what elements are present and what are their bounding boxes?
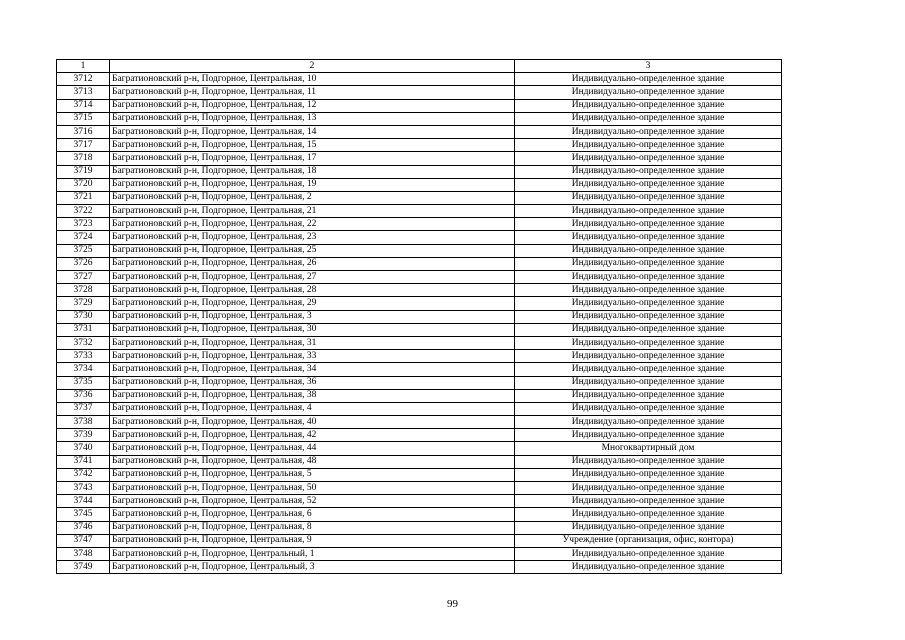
address-cell: Багратионовский р-н, Подгорное, Центральная, 12 bbox=[110, 99, 515, 112]
row-number: 3728 bbox=[57, 284, 110, 297]
building-type-cell: Индивидуально-определенное здание bbox=[515, 402, 782, 415]
table-row bbox=[57, 336, 782, 349]
table-row bbox=[57, 284, 782, 297]
address-cell: Багратионовский р-н, Подгорное, Центральная, 31 bbox=[110, 336, 515, 349]
building-type-cell: Индивидуально-определенное здание bbox=[515, 244, 782, 257]
table-row bbox=[57, 416, 782, 429]
table-row bbox=[57, 244, 782, 257]
address-cell: Багратионовский р-н, Подгорное, Центральная, 4 bbox=[110, 402, 515, 415]
address-cell: Багратионовский р-н, Подгорное, Центральная, 30 bbox=[110, 323, 515, 336]
page-number: 99 bbox=[447, 598, 458, 610]
row-number: 3715 bbox=[57, 112, 110, 125]
row-number: 3736 bbox=[57, 389, 110, 402]
table-row bbox=[57, 86, 782, 99]
registry-table bbox=[56, 59, 782, 574]
building-type-cell: Индивидуально-определенное здание bbox=[515, 455, 782, 468]
row-number: 3717 bbox=[57, 139, 110, 152]
row-number: 3735 bbox=[57, 376, 110, 389]
table-row bbox=[57, 455, 782, 468]
address-cell: Багратионовский р-н, Подгорное, Центральная, 29 bbox=[110, 297, 515, 310]
row-number: 3734 bbox=[57, 363, 110, 376]
row-number: 3743 bbox=[57, 482, 110, 495]
table-body bbox=[57, 60, 782, 574]
address-cell: Багратионовский р-н, Подгорное, Центральная, 27 bbox=[110, 271, 515, 284]
building-type-cell: Индивидуально-определенное здание bbox=[515, 297, 782, 310]
building-type-cell: Индивидуально-определенное здание bbox=[515, 231, 782, 244]
building-type-cell: Индивидуально-определенное здание bbox=[515, 495, 782, 508]
table-row bbox=[57, 376, 782, 389]
address-cell: Багратионовский р-н, Подгорное, Центральная, 2 bbox=[110, 191, 515, 204]
row-number: 3724 bbox=[57, 231, 110, 244]
column-header-2: 2 bbox=[110, 60, 515, 73]
building-type-cell: Индивидуально-определенное здание bbox=[515, 323, 782, 336]
address-cell: Багратионовский р-н, Подгорное, Центральная, 19 bbox=[110, 178, 515, 191]
address-cell: Багратионовский р-н, Подгорное, Центральная, 40 bbox=[110, 416, 515, 429]
building-type-cell: Индивидуально-определенное здание bbox=[515, 376, 782, 389]
row-number: 3738 bbox=[57, 416, 110, 429]
building-type-cell: Индивидуально-определенное здание bbox=[515, 152, 782, 165]
table-row bbox=[57, 363, 782, 376]
address-cell: Багратионовский р-н, Подгорное, Центральная, 21 bbox=[110, 205, 515, 218]
row-number: 3720 bbox=[57, 178, 110, 191]
row-number: 3746 bbox=[57, 521, 110, 534]
table-row bbox=[57, 429, 782, 442]
table-row bbox=[57, 442, 782, 455]
row-number: 3725 bbox=[57, 244, 110, 257]
address-cell: Багратионовский р-н, Подгорное, Центральная, 52 bbox=[110, 495, 515, 508]
building-type-cell: Индивидуально-определенное здание bbox=[515, 257, 782, 270]
table-row bbox=[57, 482, 782, 495]
building-type-cell: Индивидуально-определенное здание bbox=[515, 521, 782, 534]
table-row bbox=[57, 521, 782, 534]
building-type-cell: Индивидуально-определенное здание bbox=[515, 547, 782, 560]
row-number: 3729 bbox=[57, 297, 110, 310]
address-cell: Багратионовский р-н, Подгорное, Центральная, 8 bbox=[110, 521, 515, 534]
table-row bbox=[57, 152, 782, 165]
table-row bbox=[57, 165, 782, 178]
building-type-cell: Индивидуально-определенное здание bbox=[515, 336, 782, 349]
address-cell: Багратионовский р-н, Подгорное, Центральная, 48 bbox=[110, 455, 515, 468]
building-type-cell: Многоквартирный дом bbox=[515, 442, 782, 455]
address-cell: Багратионовский р-н, Подгорное, Центральная, 33 bbox=[110, 350, 515, 363]
table-row bbox=[57, 231, 782, 244]
column-header-3: 3 bbox=[515, 60, 782, 73]
table-row bbox=[57, 112, 782, 125]
building-type-cell: Индивидуально-определенное здание bbox=[515, 99, 782, 112]
building-type-cell: Индивидуально-определенное здание bbox=[515, 561, 782, 574]
row-number: 3747 bbox=[57, 534, 110, 547]
building-type-cell: Индивидуально-определенное здание bbox=[515, 508, 782, 521]
address-cell: Багратионовский р-н, Подгорное, Центральная, 17 bbox=[110, 152, 515, 165]
address-cell: Багратионовский р-н, Подгорное, Центральная, 18 bbox=[110, 165, 515, 178]
building-type-cell: Индивидуально-определенное здание bbox=[515, 73, 782, 86]
row-number: 3714 bbox=[57, 99, 110, 112]
address-cell: Багратионовский р-н, Подгорное, Центральная, 25 bbox=[110, 244, 515, 257]
address-cell: Багратионовский р-н, Подгорное, Центральная, 26 bbox=[110, 257, 515, 270]
row-number: 3731 bbox=[57, 323, 110, 336]
address-cell: Багратионовский р-н, Подгорное, Центральный, 3 bbox=[110, 561, 515, 574]
row-number: 3749 bbox=[57, 561, 110, 574]
row-number: 3719 bbox=[57, 165, 110, 178]
address-cell: Багратионовский р-н, Подгорное, Центральная, 11 bbox=[110, 86, 515, 99]
address-cell: Багратионовский р-н, Подгорное, Центральная, 28 bbox=[110, 284, 515, 297]
row-number: 3745 bbox=[57, 508, 110, 521]
row-number: 3718 bbox=[57, 152, 110, 165]
row-number: 3726 bbox=[57, 257, 110, 270]
address-cell: Багратионовский р-н, Подгорное, Центральная, 15 bbox=[110, 139, 515, 152]
building-type-cell: Индивидуально-определенное здание bbox=[515, 271, 782, 284]
row-number: 3727 bbox=[57, 271, 110, 284]
building-type-cell: Учреждение (организация, офис, контора) bbox=[515, 534, 782, 547]
building-type-cell: Индивидуально-определенное здание bbox=[515, 363, 782, 376]
building-type-cell: Индивидуально-определенное здание bbox=[515, 482, 782, 495]
table-row bbox=[57, 125, 782, 138]
table-row bbox=[57, 389, 782, 402]
table-row bbox=[57, 297, 782, 310]
building-type-cell: Индивидуально-определенное здание bbox=[515, 416, 782, 429]
address-cell: Багратионовский р-н, Подгорное, Центральная, 38 bbox=[110, 389, 515, 402]
row-number: 3732 bbox=[57, 336, 110, 349]
building-type-cell: Индивидуально-определенное здание bbox=[515, 205, 782, 218]
address-cell: Багратионовский р-н, Подгорное, Центральная, 10 bbox=[110, 73, 515, 86]
row-number: 3742 bbox=[57, 468, 110, 481]
address-cell: Багратионовский р-н, Подгорное, Центральная, 34 bbox=[110, 363, 515, 376]
row-number: 3730 bbox=[57, 310, 110, 323]
address-cell: Багратионовский р-н, Подгорное, Центральная, 22 bbox=[110, 218, 515, 231]
table-row bbox=[57, 495, 782, 508]
table-row bbox=[57, 534, 782, 547]
row-number: 3739 bbox=[57, 429, 110, 442]
table-row bbox=[57, 205, 782, 218]
address-cell: Багратионовский р-н, Подгорное, Центральная, 42 bbox=[110, 429, 515, 442]
building-type-cell: Индивидуально-определенное здание bbox=[515, 191, 782, 204]
table-row bbox=[57, 99, 782, 112]
building-type-cell: Индивидуально-определенное здание bbox=[515, 165, 782, 178]
table-header-row bbox=[57, 60, 782, 73]
table-row bbox=[57, 561, 782, 574]
address-cell: Багратионовский р-н, Подгорное, Центральная, 13 bbox=[110, 112, 515, 125]
row-number: 3737 bbox=[57, 402, 110, 415]
table-row bbox=[57, 218, 782, 231]
building-type-cell: Индивидуально-определенное здание bbox=[515, 218, 782, 231]
row-number: 3721 bbox=[57, 191, 110, 204]
address-cell: Багратионовский р-н, Подгорное, Центральная, 6 bbox=[110, 508, 515, 521]
row-number: 3712 bbox=[57, 73, 110, 86]
table-row bbox=[57, 402, 782, 415]
row-number: 3748 bbox=[57, 547, 110, 560]
row-number: 3741 bbox=[57, 455, 110, 468]
building-type-cell: Индивидуально-определенное здание bbox=[515, 125, 782, 138]
address-cell: Багратионовский р-н, Подгорное, Центральная, 50 bbox=[110, 482, 515, 495]
table-row bbox=[57, 191, 782, 204]
address-cell: Багратионовский р-н, Подгорное, Центральная, 9 bbox=[110, 534, 515, 547]
building-type-cell: Индивидуально-определенное здание bbox=[515, 284, 782, 297]
building-type-cell: Индивидуально-определенное здание bbox=[515, 310, 782, 323]
building-type-cell: Индивидуально-определенное здание bbox=[515, 389, 782, 402]
row-number: 3716 bbox=[57, 125, 110, 138]
row-number: 3733 bbox=[57, 350, 110, 363]
building-type-cell: Индивидуально-определенное здание bbox=[515, 468, 782, 481]
table-row bbox=[57, 139, 782, 152]
address-cell: Багратионовский р-н, Подгорное, Центральный, 1 bbox=[110, 547, 515, 560]
row-number: 3723 bbox=[57, 218, 110, 231]
row-number: 3740 bbox=[57, 442, 110, 455]
address-cell: Багратионовский р-н, Подгорное, Центральная, 23 bbox=[110, 231, 515, 244]
building-type-cell: Индивидуально-определенное здание bbox=[515, 112, 782, 125]
address-cell: Багратионовский р-н, Подгорное, Центральная, 36 bbox=[110, 376, 515, 389]
building-type-cell: Индивидуально-определенное здание bbox=[515, 86, 782, 99]
building-type-cell: Индивидуально-определенное здание bbox=[515, 178, 782, 191]
address-cell: Багратионовский р-н, Подгорное, Центральная, 44 bbox=[110, 442, 515, 455]
column-header-1: 1 bbox=[57, 60, 110, 73]
table-row bbox=[57, 323, 782, 336]
row-number: 3713 bbox=[57, 86, 110, 99]
building-type-cell: Индивидуально-определенное здание bbox=[515, 429, 782, 442]
row-number: 3722 bbox=[57, 205, 110, 218]
address-cell: Багратионовский р-н, Подгорное, Центральная, 3 bbox=[110, 310, 515, 323]
table-row bbox=[57, 73, 782, 86]
table-row bbox=[57, 468, 782, 481]
building-type-cell: Индивидуально-определенное здание bbox=[515, 350, 782, 363]
address-cell: Багратионовский р-н, Подгорное, Центральная, 5 bbox=[110, 468, 515, 481]
table-row bbox=[57, 547, 782, 560]
table-row bbox=[57, 508, 782, 521]
address-cell: Багратионовский р-н, Подгорное, Центральная, 14 bbox=[110, 125, 515, 138]
row-number: 3744 bbox=[57, 495, 110, 508]
table-row bbox=[57, 310, 782, 323]
table-row bbox=[57, 271, 782, 284]
building-type-cell: Индивидуально-определенное здание bbox=[515, 139, 782, 152]
table-row bbox=[57, 350, 782, 363]
table-row bbox=[57, 178, 782, 191]
table-row bbox=[57, 257, 782, 270]
